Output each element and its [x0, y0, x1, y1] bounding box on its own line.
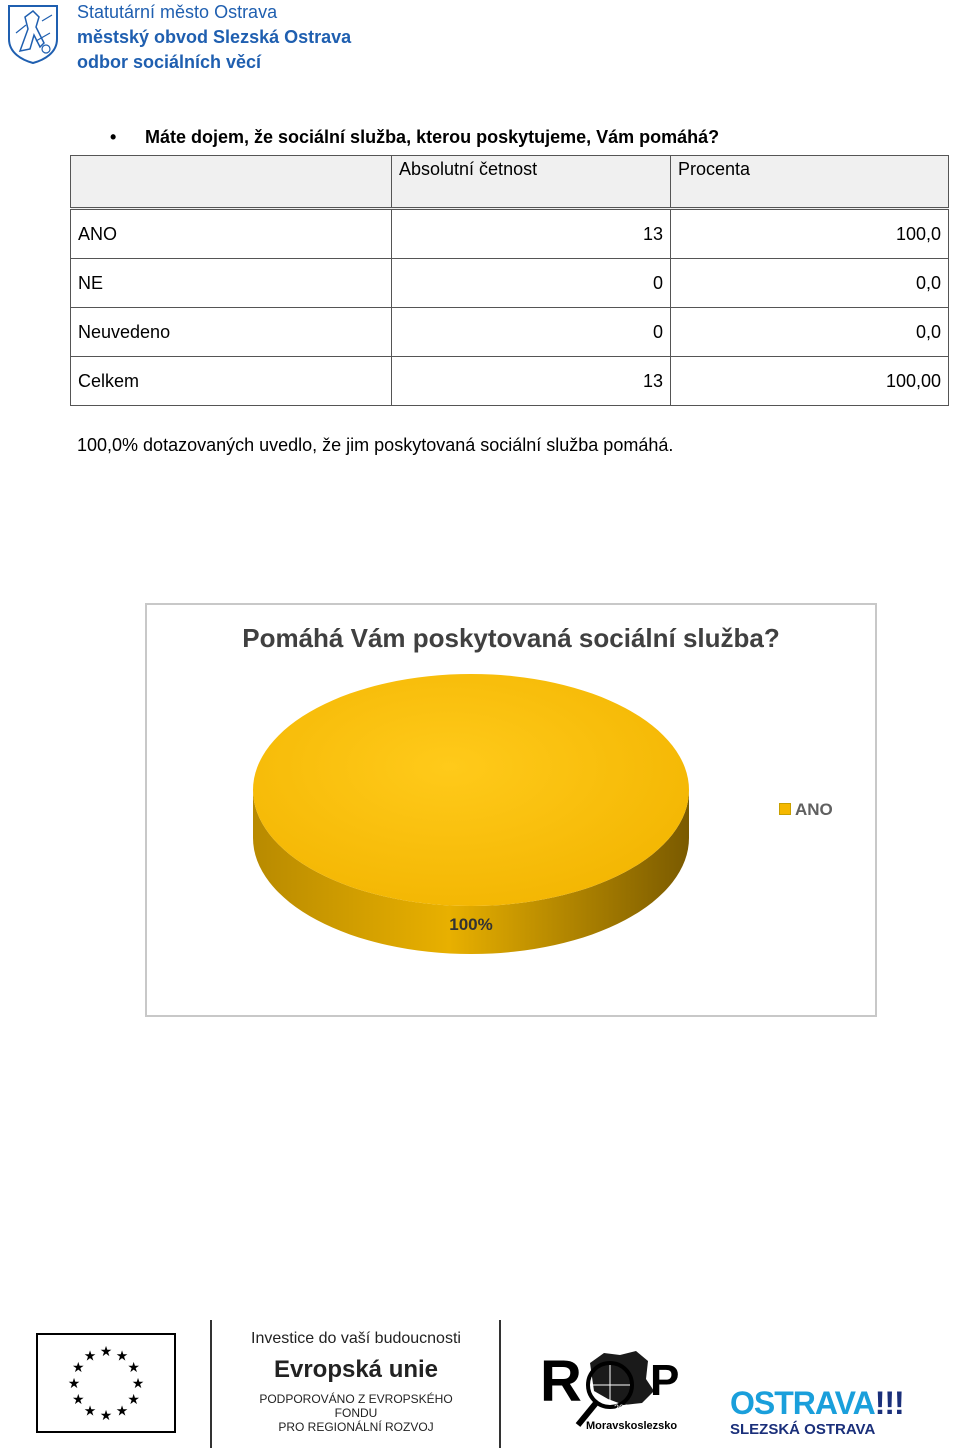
eu-star-icon: ★	[72, 1359, 85, 1375]
table-cell: 100,00	[671, 357, 949, 406]
table-header-cell: Absolutní četnost	[392, 156, 671, 209]
legend-swatch	[779, 803, 791, 815]
table-row	[71, 209, 949, 259]
header-department: odbor sociálních věcí	[77, 52, 262, 72]
rop-logo	[538, 1333, 688, 1433]
eu-star-icon: ★	[127, 1391, 140, 1407]
funding-footer	[0, 1315, 960, 1451]
table-cell: NE	[71, 259, 392, 308]
bullet-icon: •	[110, 127, 117, 147]
table-cell: 0	[392, 308, 671, 357]
table-cell: Neuvedeno	[71, 308, 392, 357]
eu-star-icon: ★	[115, 1347, 129, 1364]
invest-text: Investice do vaší budoucnosti	[251, 1330, 461, 1347]
table-cell: Celkem	[71, 357, 392, 406]
eu-star-icon: ★	[115, 1402, 129, 1419]
rop-region: Moravskoslezsko	[586, 1420, 678, 1432]
pie-data-label: 100%	[449, 915, 493, 934]
table-cell: 0,0	[671, 308, 949, 357]
summary-text: 100,0% dotazovaných uvedlo, že jim poskytovaná sociální služba pomáhá.	[77, 435, 674, 455]
city-crest-icon	[6, 3, 60, 65]
table-header-row	[71, 156, 949, 209]
chart-legend	[779, 800, 833, 820]
eu-star-icon: ★	[72, 1391, 85, 1407]
rop-year: 2007-13	[614, 1403, 648, 1413]
footer-divider	[210, 1320, 212, 1448]
eu-fund-block	[240, 1330, 472, 1434]
table-cell: 100,0	[671, 209, 949, 259]
table-cell: 13	[392, 357, 671, 406]
header-district: městský obvod Slezská Ostrava	[77, 27, 352, 47]
legend-label: ANO	[795, 800, 833, 819]
pie-chart-canvas	[147, 605, 875, 1015]
letterhead	[0, 0, 960, 80]
eu-star-icon: ★	[99, 1343, 113, 1359]
frequency-table	[70, 155, 949, 406]
footer-divider	[499, 1320, 501, 1448]
table-header-cell	[71, 156, 392, 209]
eu-star-icon: ★	[67, 1375, 81, 1391]
eu-star-icon: ★	[127, 1359, 140, 1375]
fund-sub-line2: PRO REGIONÁLNÍ ROZVOJ	[278, 1420, 434, 1434]
table-cell: ANO	[71, 209, 392, 259]
eu-text: Evropská unie	[273, 1356, 439, 1383]
eu-star-icon: ★	[99, 1407, 113, 1423]
eu-star-icon: ★	[83, 1402, 97, 1419]
question-text: Máte dojem, že sociální služba, kterou poskytujeme, Vám pomáhá?	[145, 127, 720, 147]
pie-slice	[253, 674, 689, 906]
table-row	[71, 357, 949, 406]
chart-title: Pomáhá Vám poskytovaná sociální služba?	[242, 623, 780, 653]
eu-flag-icon	[36, 1333, 176, 1433]
eu-star-icon: ★	[131, 1375, 145, 1391]
pie-chart	[145, 603, 877, 1017]
eu-star-icon: ★	[83, 1347, 97, 1364]
survey-question	[110, 127, 719, 148]
fund-sub-line1: PODPOROVÁNO Z EVROPSKÉHO FONDU	[259, 1392, 453, 1420]
svg-text:P: P	[650, 1356, 680, 1405]
table-row	[71, 308, 949, 357]
table-cell: 0,0	[671, 259, 949, 308]
ostrava-logo	[730, 1385, 904, 1439]
table-header-cell: Procenta	[671, 156, 949, 209]
table-cell: 13	[392, 209, 671, 259]
header-city: Statutární město Ostrava	[77, 2, 278, 22]
table-cell: 0	[392, 259, 671, 308]
ostrava-exclaims: !!!	[874, 1385, 904, 1421]
svg-text:R: R	[540, 1349, 582, 1414]
table-row	[71, 259, 949, 308]
ostrava-wordmark: OSTRAVA	[730, 1385, 875, 1421]
ostrava-subtitle: SLEZSKÁ OSTRAVA	[730, 1421, 876, 1438]
